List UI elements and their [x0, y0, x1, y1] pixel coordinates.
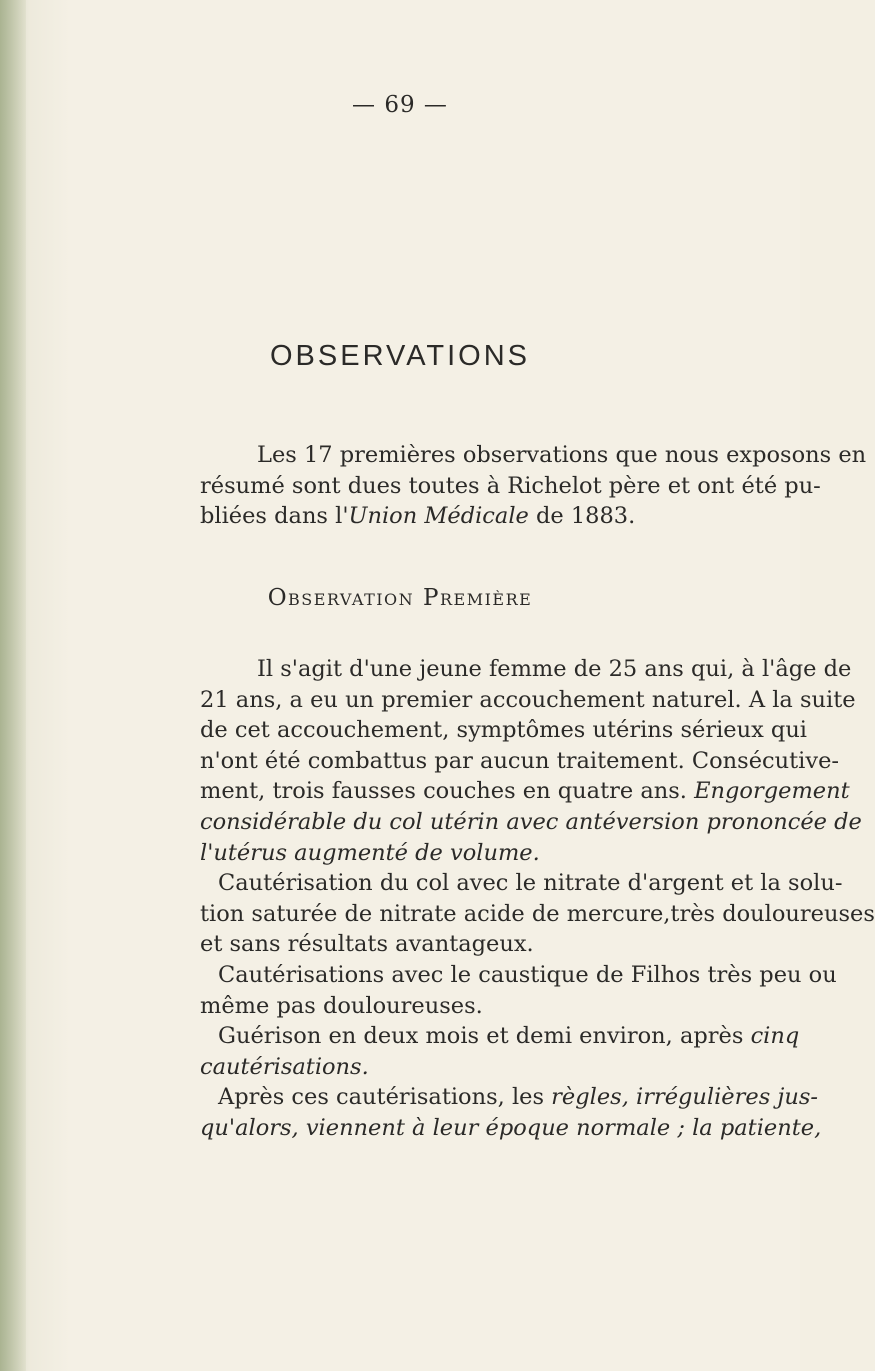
section-title: OBSERVATIONS	[270, 340, 530, 372]
page-number: — 69 —	[352, 92, 448, 118]
intro-line-1: Les 17 premières observations que nous exposons en	[257, 442, 867, 468]
intro-paragraph	[200, 440, 867, 532]
p1-line-7: l'utérus augmenté de volume.	[200, 839, 540, 866]
intro-line-3-end: de 1883.	[528, 503, 636, 530]
p3-line-2: même pas douloureuses.	[200, 992, 483, 1019]
p2-line-2: tion saturée de nitrate acide de mercure,très douloureuses	[200, 900, 875, 927]
intro-line-2: résumé sont dues toutes à Richelot père et ont été pu-	[200, 472, 821, 499]
p5-line-1-plain: Après ces cautérisations, les	[218, 1084, 552, 1111]
p1-line-5-italic: Engorgement	[694, 778, 850, 805]
p1-line-6: considérable du col utérin avec antéversion prononcée de	[200, 808, 862, 835]
p5-line-1	[200, 1082, 819, 1113]
p2-line-1: Cautérisation du col avec le nitrate d'argent et la solu-	[218, 870, 843, 897]
intro-line-3-start: bliées dans l'	[200, 503, 349, 530]
journal-name: Union Médicale	[348, 503, 529, 530]
p1-line-3: de cet accouchement, symptômes utérins sérieux qui	[200, 717, 808, 744]
p1-line-5-plain: ment, trois fausses couches en quatre ans.	[200, 778, 695, 805]
p1-line-1: Il s'agit d'une jeune femme de 25 ans qui, à l'âge de	[257, 656, 852, 682]
observation-body	[200, 654, 875, 1144]
p3-line-1: Cautérisations avec le caustique de Filhos très peu ou	[218, 961, 837, 988]
p4-line-1	[200, 1021, 800, 1052]
p2-line-3: et sans résultats avantageux.	[200, 931, 534, 958]
p4-line-1-italic: cinq	[750, 1023, 800, 1050]
p5-line-1-italic: règles, irrégulières jus-	[551, 1084, 819, 1111]
intro-line-3	[200, 501, 735, 532]
p4-line-1-plain: Guérison en deux mois et demi environ, après	[218, 1023, 751, 1050]
p1-line-4: n'ont été combattus par aucun traitement. Consécutive-	[200, 747, 839, 774]
p1-line-2: 21 ans, a eu un premier accouchement naturel. A la suite	[200, 686, 856, 713]
p5-line-2: qu'alors, viennent à leur époque normale ; la patiente,	[200, 1114, 822, 1141]
observation-title: Observation Première	[267, 585, 533, 611]
page-binding-edge	[0, 0, 26, 1371]
p1-line-5	[200, 776, 850, 807]
p4-line-2: cautérisations.	[200, 1053, 369, 1080]
